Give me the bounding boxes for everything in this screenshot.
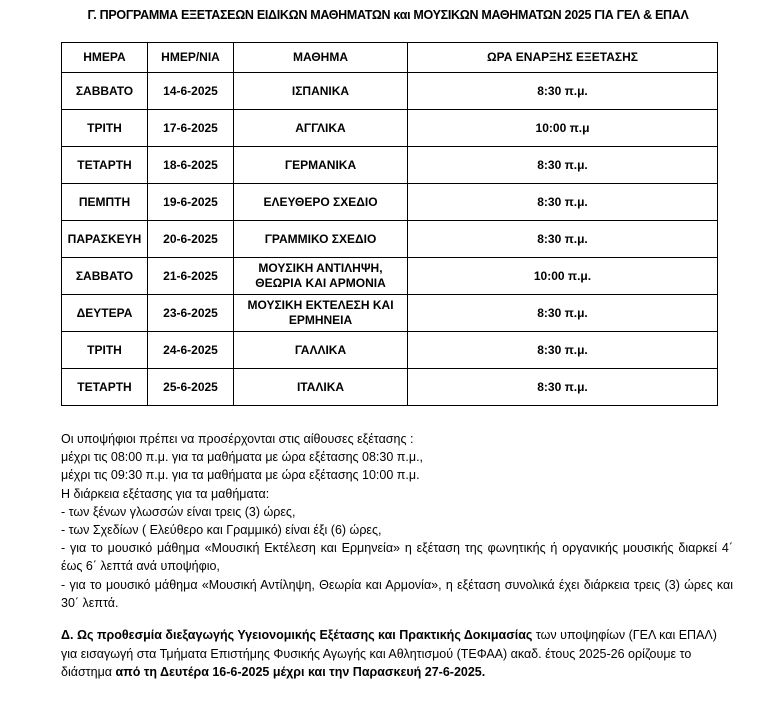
document-title: Γ. ΠΡΟΓΡΑΜΜΑ ΕΞΕΤΑΣΕΩΝ ΕΙΔΙΚΩΝ ΜΑΘΗΜΑΤΩΝ και ΜΟΥΣΙΚΩΝ ΜΑΘΗΜΑΤΩΝ 2025 ΓΙΑ ΓΕΛ & ΕΠΑΛ bbox=[87, 8, 689, 22]
table-header-row bbox=[62, 43, 718, 73]
cell-time: 8:30 π.μ. bbox=[408, 295, 718, 332]
cell-day: ΠΑΡΑΣΚΕΥΗ bbox=[62, 221, 148, 258]
deadline-period: από τη Δευτέρα 16-6-2025 μέχρι και την Παρασκευή 27-6-2025. bbox=[115, 665, 486, 679]
section-label: Δ. bbox=[61, 628, 74, 642]
cell-time: 8:30 π.μ. bbox=[408, 147, 718, 184]
table-row bbox=[62, 73, 718, 110]
cell-date: 19-6-2025 bbox=[148, 184, 234, 221]
cell-subject: ΓΕΡΜΑΝΙΚΑ bbox=[234, 147, 408, 184]
cell-day: ΤΕΤΑΡΤΗ bbox=[62, 147, 148, 184]
cell-day: ΤΕΤΑΡΤΗ bbox=[62, 369, 148, 406]
deadline-paragraph bbox=[61, 626, 733, 682]
header-subject: ΜΑΘΗΜΑ bbox=[234, 43, 408, 73]
cell-subject: ΓΑΛΛΙΚΑ bbox=[234, 332, 408, 369]
notes-line: - των ξένων γλωσσών είναι τρεις (3) ώρες, bbox=[61, 504, 296, 519]
table-row bbox=[62, 258, 718, 295]
cell-date: 17-6-2025 bbox=[148, 110, 234, 147]
notes-line: μέχρι τις 09:30 π.μ. για τα μαθήματα με ώρα εξέτασης 10:00 π.μ. bbox=[61, 468, 420, 483]
table-row bbox=[62, 332, 718, 369]
cell-time: 8:30 π.μ. bbox=[408, 332, 718, 369]
exam-notes bbox=[61, 430, 733, 612]
cell-time: 8:30 π.μ. bbox=[408, 184, 718, 221]
notes-line: - για το μουσικό μάθημα «Μουσική Αντίληψη, Θεωρία και Αρμονία», η εξέταση συνολικά έχει διάρκεια τρεις (3) ώρες και 30΄ λεπτά. bbox=[61, 577, 733, 610]
exam-schedule-table bbox=[61, 42, 718, 406]
table-row bbox=[62, 184, 718, 221]
cell-subject: ΜΟΥΣΙΚΗ ΕΚΤΕΛΕΣΗ ΚΑΙ ΕΡΜΗΝΕΙΑ bbox=[234, 295, 408, 332]
cell-subject: ΑΓΓΛΙΚΑ bbox=[234, 110, 408, 147]
cell-subject: ΜΟΥΣΙΚΗ ΑΝΤΙΛΗΨΗ, ΘΕΩΡΙΑ ΚΑΙ ΑΡΜΟΝΙΑ bbox=[234, 258, 408, 295]
cell-day: ΔΕΥΤΕΡΑ bbox=[62, 295, 148, 332]
header-date: ΗΜΕΡ/ΝΙΑ bbox=[148, 43, 234, 73]
table-row bbox=[62, 295, 718, 332]
notes-line: Οι υποψήφιοι πρέπει να προσέρχονται στις αίθουσες εξέτασης : bbox=[61, 432, 414, 446]
cell-time: 10:00 π.μ. bbox=[408, 258, 718, 295]
cell-date: 25-6-2025 bbox=[148, 369, 234, 406]
cell-time: 8:30 π.μ. bbox=[408, 73, 718, 110]
cell-date: 14-6-2025 bbox=[148, 73, 234, 110]
table-row bbox=[62, 221, 718, 258]
notes-line: - των Σχεδίων ( Ελεύθερο και Γραμμικό) είναι έξι (6) ώρες, bbox=[61, 523, 382, 538]
cell-date: 18-6-2025 bbox=[148, 147, 234, 184]
table-row bbox=[62, 369, 718, 406]
cell-subject: ΙΣΠΑΝΙΚΑ bbox=[234, 73, 408, 110]
cell-subject: ΙΤΑΛΙΚΑ bbox=[234, 369, 408, 406]
cell-date: 23-6-2025 bbox=[148, 295, 234, 332]
cell-day: ΣΑΒΒΑΤΟ bbox=[62, 258, 148, 295]
cell-date: 21-6-2025 bbox=[148, 258, 234, 295]
cell-subject: ΕΛΕΥΘΕΡΟ ΣΧΕΔΙΟ bbox=[234, 184, 408, 221]
cell-time: 8:30 π.μ. bbox=[408, 369, 718, 406]
cell-date: 20-6-2025 bbox=[148, 221, 234, 258]
deadline-body: των υποψηφίων (ΓΕΛ και ΕΠΑΛ) για εισαγωγή στα Τμήματα Επιστήμης Φυσικής Αγωγής και Αθλητισμού (ΤΕΦΑΑ) ακαδ. έτους 2025-26 ορίζουμε το διάστημα bbox=[61, 628, 717, 679]
table-row bbox=[62, 110, 718, 147]
cell-time: 8:30 π.μ. bbox=[408, 221, 718, 258]
cell-subject: ΓΡΑΜΜΙΚΟ ΣΧΕΔΙΟ bbox=[234, 221, 408, 258]
cell-day: ΠΕΜΠΤΗ bbox=[62, 184, 148, 221]
header-day: ΗΜΕΡΑ bbox=[62, 43, 148, 73]
cell-day: ΤΡΙΤΗ bbox=[62, 332, 148, 369]
cell-day: ΣΑΒΒΑΤΟ bbox=[62, 73, 148, 110]
header-start-time: ΩΡΑ ΕΝΑΡΞΗΣ ΕΞΕΤΑΣΗΣ bbox=[408, 43, 718, 73]
deadline-intro: Ως προθεσμία διεξαγωγής Υγειονομικής Εξέτασης και Πρακτικής Δοκιμασίας bbox=[76, 628, 533, 642]
notes-line: - για το μουσικό μάθημα «Μουσική Εκτέλεση και Ερμηνεία» η εξέταση της φωνητικής ή οργανικής μουσικής διαρκεί 4΄ έως 6΄ λεπτά ανά υποψήφιο, bbox=[61, 541, 733, 574]
cell-time: 10:00 π.μ bbox=[408, 110, 718, 147]
cell-day: ΤΡΙΤΗ bbox=[62, 110, 148, 147]
cell-date: 24-6-2025 bbox=[148, 332, 234, 369]
notes-line: μέχρι τις 08:00 π.μ. για τα μαθήματα με ώρα εξέτασης 08:30 π.μ., bbox=[61, 450, 424, 465]
table-row bbox=[62, 147, 718, 184]
notes-line: Η διάρκεια εξέτασης για τα μαθήματα: bbox=[61, 486, 270, 501]
